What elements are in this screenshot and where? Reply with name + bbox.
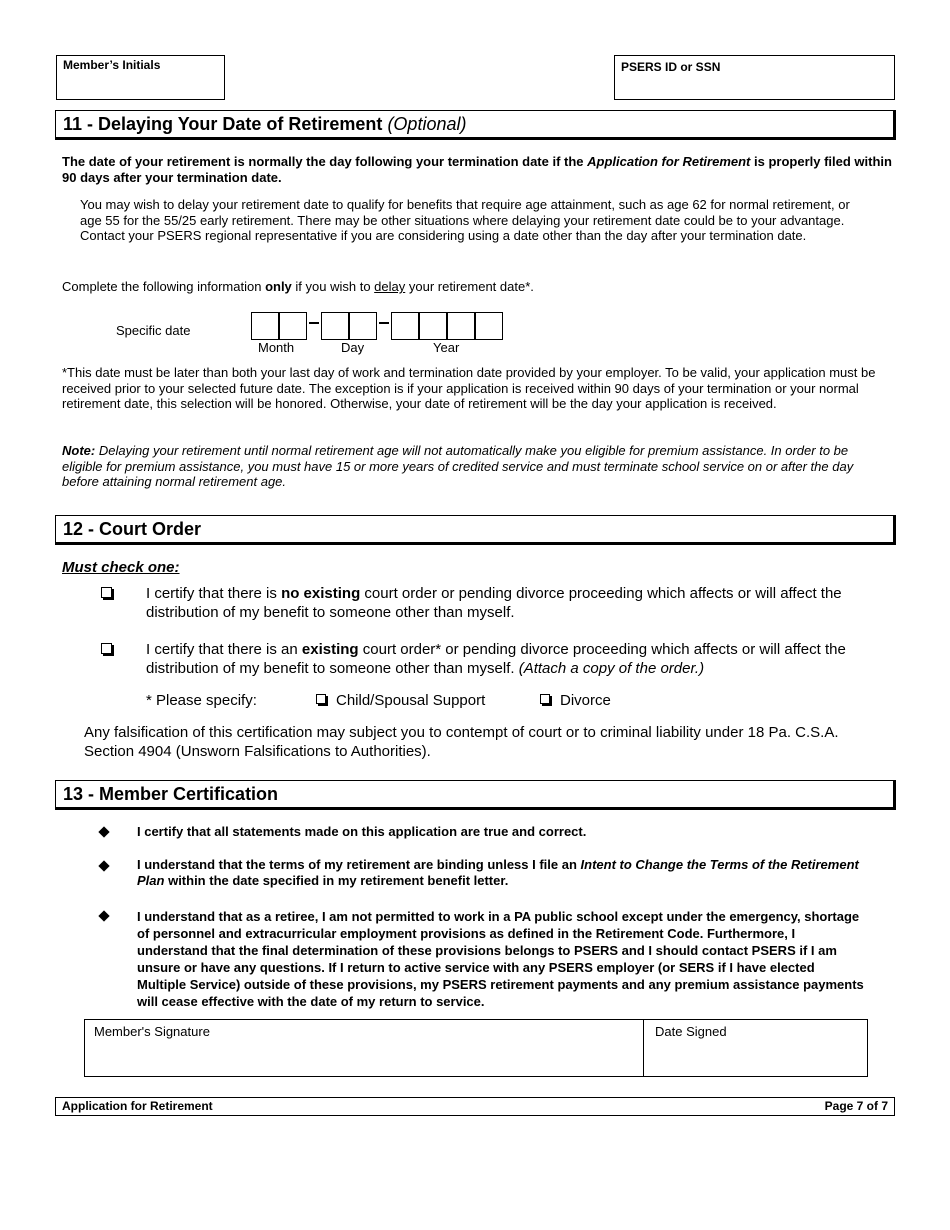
year-digit-4[interactable] <box>475 312 503 340</box>
child-support-label: Child/Spousal Support <box>336 692 486 709</box>
certification-statement-2: I understand that the terms of my retirement are binding unless I file an Intent to Change the Terms of the Retirement Plan within the date specified in my retirement benefit letter. <box>137 857 859 888</box>
section-12-header <box>55 515 896 545</box>
section-11-title: 11 - Delaying Your Date of Retirement <box>63 114 383 134</box>
section-13-header <box>55 780 896 810</box>
complete-instruction: Complete the following information only if you wish to delay your retirement date*. <box>62 279 534 294</box>
bullet-diamond-icon <box>98 826 109 837</box>
falsification-warning: Any falsification of this certification may subject you to contempt of court or to criminal liability under 18 Pa. C.S.A. Section 4904 (Unsworn Falsifications to Authorities). <box>84 724 839 760</box>
child-support-checkbox[interactable] <box>316 694 326 704</box>
section-13-title: 13 - Member Certification <box>63 784 279 804</box>
section-11-paragraph: You may wish to delay your retirement date to qualify for benefits that require age attainment, such as age 62 for normal retirement, or age 55 for the 55/25 early retirement. There may be other situations where delaying your retirement date could be to your advantage. Contact your PSERS regional representative if you are considering using a date other than the day after your termination date. <box>80 197 850 243</box>
date-separator <box>379 322 389 324</box>
page-footer <box>55 1097 895 1116</box>
must-check-one: Must check one: <box>62 559 180 576</box>
footer-page-number: Page 7 of 7 <box>824 1099 888 1113</box>
date-separator <box>309 322 319 324</box>
year-digit-1[interactable] <box>391 312 419 340</box>
footer-form-name: Application for Retirement <box>62 1099 213 1113</box>
psers-id-label: PSERS ID or SSN <box>621 60 721 74</box>
premium-assistance-note: Note: Delaying your retirement until normal retirement age will not automatically make you eligible for premium assistance. In order to be eligible for premium assistance, you must have 15 or more years of credited service and must terminate school service on or after the day before attaining normal retirement age. <box>62 443 854 489</box>
date-footnote: *This date must be later than both your last day of work and termination date provided by your employer. To be valid, your application must be received prior to your selected future date. The exception is if your application is received within 90 days of your termination or your normal retirement date, this selection will be honored. Otherwise, your date of retirement will be the day your application is received. <box>62 365 876 411</box>
month-label: Month <box>258 340 295 355</box>
section-11-header <box>55 110 896 140</box>
divorce-checkbox[interactable] <box>540 694 550 704</box>
section-12-title: 12 - Court Order <box>63 519 202 539</box>
signature-box <box>84 1019 868 1077</box>
member-signature-label: Member's Signature <box>94 1024 210 1039</box>
please-specify-label: * Please specify: <box>146 692 257 709</box>
note-label: Note: <box>62 443 96 458</box>
no-court-order-text: I certify that there is no existing court order or pending divorce proceeding which affects or will affect the distribution of my benefit to someone other than myself. <box>146 585 842 621</box>
section-11-optional: (Optional) <box>387 114 467 134</box>
section-11-intro: The date of your retirement is normally the day following your termination date if the Application for Retirement is properly filed within 90 days after your termination date. <box>62 154 892 185</box>
year-label: Year <box>433 340 460 355</box>
existing-court-order-checkbox[interactable] <box>101 643 112 654</box>
month-digit-2[interactable] <box>279 312 307 340</box>
bullet-diamond-icon <box>98 860 109 871</box>
certification-statement-1: I certify that all statements made on this application are true and correct. <box>137 824 587 839</box>
day-digit-1[interactable] <box>321 312 349 340</box>
divorce-label: Divorce <box>560 692 611 709</box>
psers-id-field[interactable] <box>614 55 895 100</box>
application-for-retirement-ref: Application for Retirement <box>587 154 751 169</box>
existing-court-order-text: I certify that there is an existing court order* or pending divorce proceeding which affects or will affect the distribution of my benefit to someone other than myself. (Attach a copy of the order.) <box>146 641 846 677</box>
year-digit-3[interactable] <box>447 312 475 340</box>
bullet-diamond-icon <box>98 910 109 921</box>
no-court-order-checkbox[interactable] <box>101 587 112 598</box>
month-digit-1[interactable] <box>251 312 279 340</box>
day-digit-2[interactable] <box>349 312 377 340</box>
certification-statement-3: I understand that as a retiree, I am not permitted to work in a PA public school except under the emergency, shortage of personnel and extracurricular employment provisions as defined in the Retirement Code. Furthermore, I understand that the final determination of these provisions belongs to PSERS and I should contact PSERS if I am unsure or have any questions. If I return to active service with any PSERS employer (or SERS if I have elected Multiple Service) outside of these provisions, my PSERS retirement payments and any premium assistance payments will cease effective with the date of my return to service. <box>137 909 864 1009</box>
year-digit-2[interactable] <box>419 312 447 340</box>
day-label: Day <box>341 340 365 355</box>
date-signed-field[interactable] <box>644 1020 866 1076</box>
member-initials-label: Member’s Initials <box>63 58 161 72</box>
member-initials-field[interactable] <box>56 55 225 100</box>
specific-date-label: Specific date <box>116 323 191 338</box>
member-signature-field[interactable] <box>85 1020 644 1076</box>
date-signed-label: Date Signed <box>655 1024 727 1039</box>
